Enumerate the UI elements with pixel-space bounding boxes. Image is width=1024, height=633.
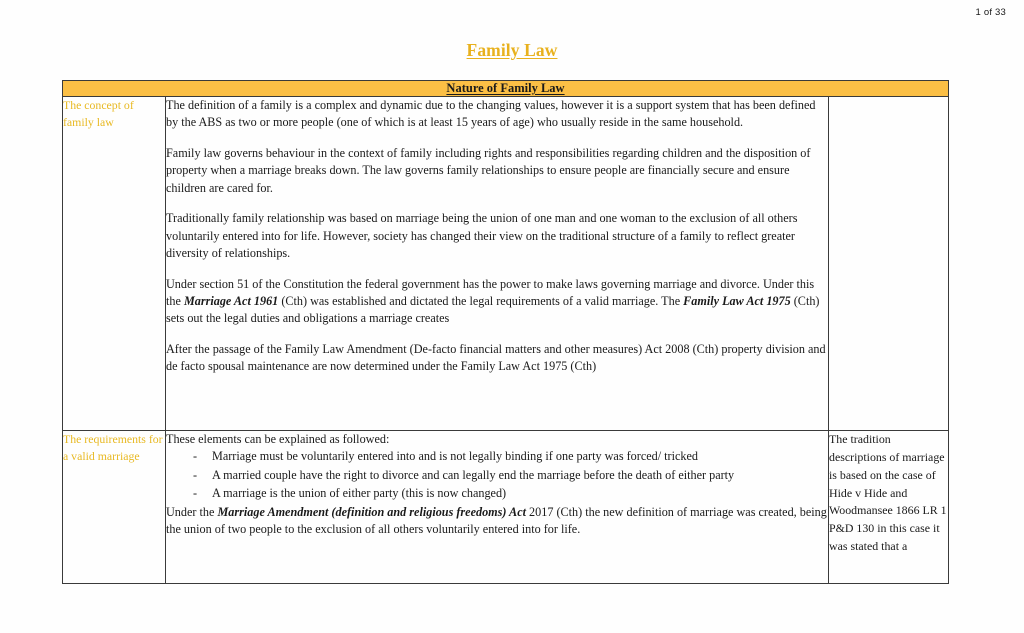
row-cases-requirements: The tradition descriptions of marriage is based on the case of Hide v Hide and Woodmansee 1866 LR 1 P&D 130 in this case it was stated that a <box>829 431 949 584</box>
act-family-law-1975: Family Law Act 1975 <box>683 293 791 308</box>
row-cases-concept <box>829 97 949 431</box>
row-topic-concept: The concept of family law <box>63 97 166 431</box>
paragraph-definition: The definition of a family is a complex and dynamic due to the changing values, however it is a support system that has been defined by the ABS as two or more people (one of which is at least 15 years of age) who usually reside in the same household. <box>166 98 816 130</box>
row-body-requirements <box>166 431 829 584</box>
paragraph-tradition: Traditionally family relationship was based on marriage being the union of one man and one woman to the exclusion of all others voluntarily entered into for life. However, society has changed their view on the traditional structure of a family to reflect greater diversity of relationships. <box>166 211 798 261</box>
amendment-tail: 2017 (Cth) the new definition of marriage was created, being the union of two people to the exclusion of all others voluntarily entered into for life. <box>166 504 827 537</box>
act-marriage-1961: Marriage Act 1961 <box>183 293 279 308</box>
table-row <box>63 97 949 431</box>
legislation-tail: (Cth) sets out the legal duties and obligations a marriage creates <box>166 293 820 326</box>
page-number-indicator: 1 of 33 <box>975 7 1006 18</box>
table-header-title <box>63 81 949 97</box>
row-topic-requirements: The requirements for a valid marriage <box>63 431 166 584</box>
table-header-row <box>63 81 949 97</box>
paragraph-marriage-amendment <box>166 504 828 539</box>
table-header-label: Nature of Family Law <box>446 81 565 95</box>
table-row <box>63 431 949 584</box>
page-title: Family Law <box>466 40 558 60</box>
legislation-middle: (Cth) was established and dictated the legal requirements of a valid marriage. The <box>278 293 684 308</box>
amendment-lead: Under the <box>166 504 218 519</box>
paragraph-amendment-2008: After the passage of the Family Law Amendment (De-facto financial matters and other measures) Act 2008 (Cth) property division and de facto spousal maintenance are now determined under the Family Law Act 1975 (Cth) <box>166 341 826 374</box>
paragraph-legislation <box>166 276 828 328</box>
list-item: - Marriage must be voluntarily entered into and is not legally binding if one party was forced/ tricked <box>166 448 828 465</box>
notes-table <box>62 80 949 584</box>
list-item: - A marriage is the union of either party (this is now changed) <box>166 485 828 502</box>
paragraph-governance: Family law governs behaviour in the context of family including rights and responsibilities regarding children and the disposition of property when a marriage breaks down. The law governs family relationships to ensure people are financially secure and ensure children are cared for. <box>166 145 811 195</box>
list-item: - A married couple have the right to divorce and can legally end the marriage before the death of either party <box>166 467 828 484</box>
requirements-list <box>166 448 828 502</box>
row-body-concept <box>166 97 829 431</box>
legislation-lead: Under section 51 of the Constitution the federal government has the power to make laws governing marriage and divorce. Under this the <box>166 276 815 308</box>
paragraph-intro-elements: These elements can be explained as followed: <box>166 432 390 446</box>
act-marriage-amendment-2017: Marriage Amendment (definition and religious freedoms) Act <box>217 504 526 519</box>
